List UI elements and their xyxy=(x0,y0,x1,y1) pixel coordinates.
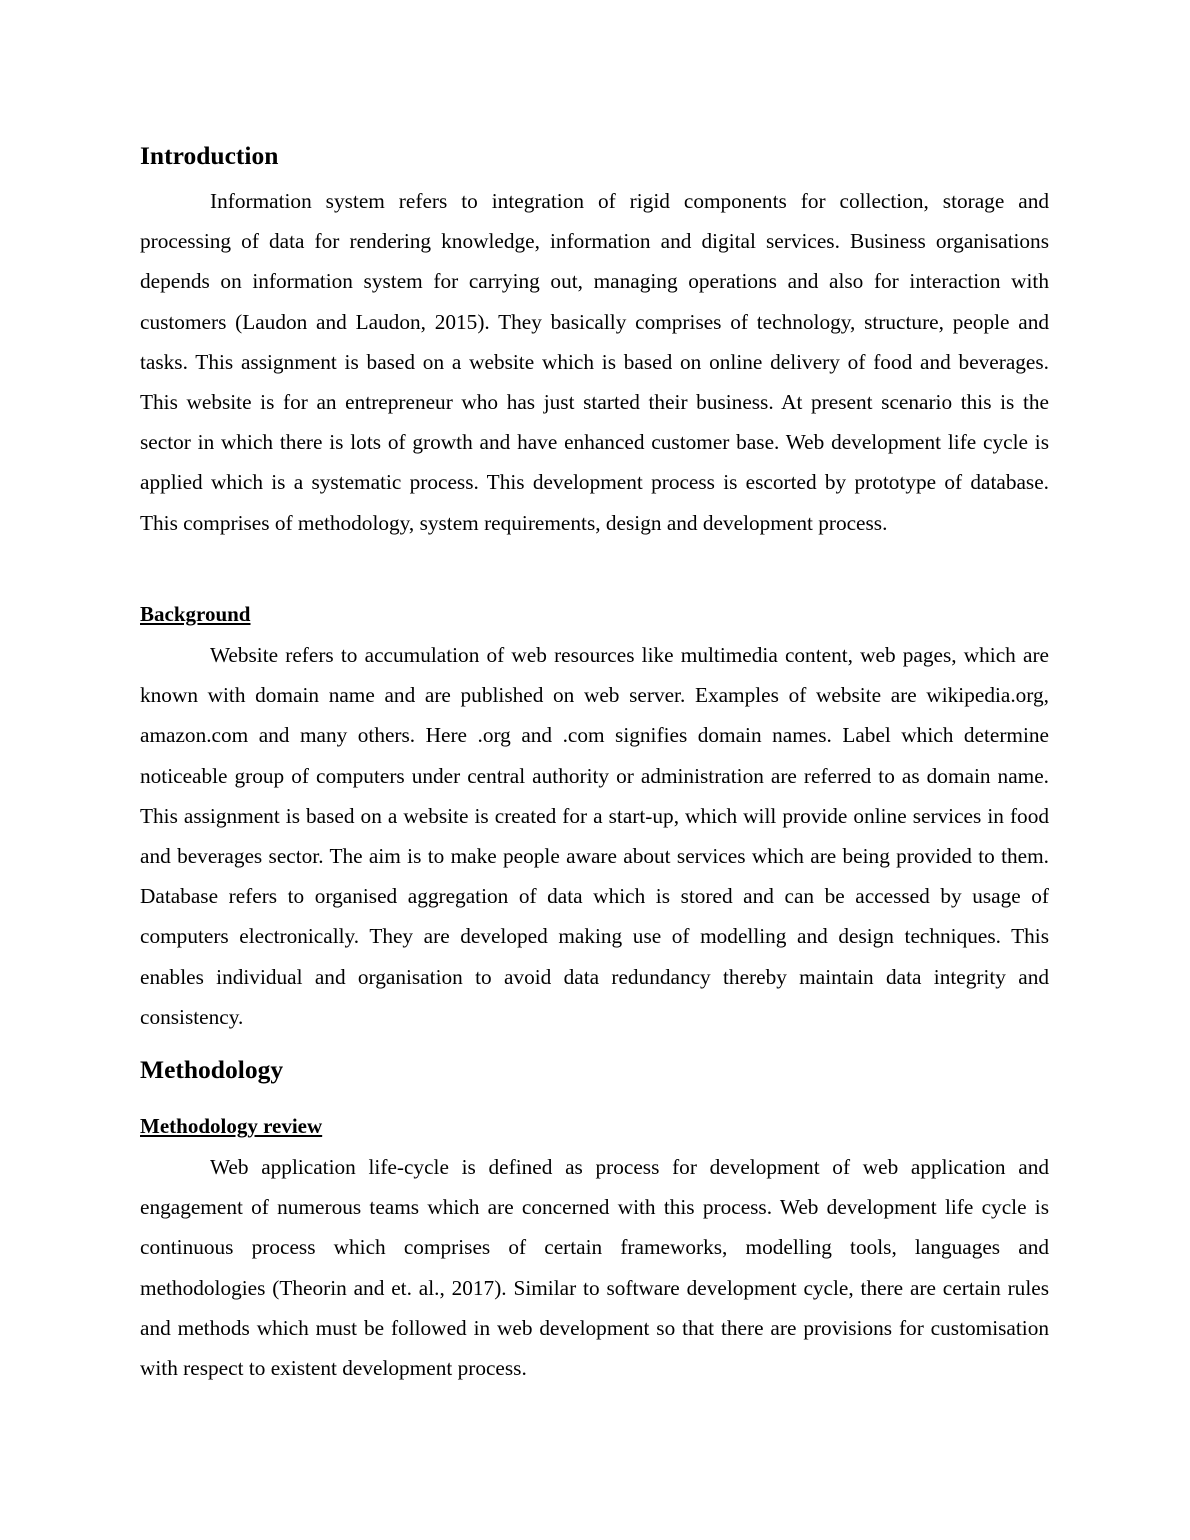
introduction-paragraph: Information system refers to integration of rigid components for collection, storage and processing of data for rendering knowledge, information and digital services. Business organisations depends on information system for carrying out, managing operations and also for interaction with customers (Laudon and Laudon, 2015). They basically comprises of technology, structure, people and tasks. This assignment is based on a website which is based on online delivery of food and beverages. This website is for an entrepreneur who has just started their business. At present scenario this is the sector in which there is lots of growth and have enhanced customer base. Web development life cycle is applied which is a systematic process. This development process is escorted by prototype of database. This comprises of methodology, system requirements, design and development process. xyxy=(140,189,1049,535)
background-heading: Background xyxy=(140,602,251,626)
background-paragraph: Website refers to accumulation of web resources like multimedia content, web pages, which are known with domain name and are published on web server. Examples of website are wikipedia.org, amazon.com and many others. Here .org and .com signifies domain names. Label which determine noticeable group of computers under central authority or administration are referred to as domain name. This assignment is based on a website is created for a start-up, which will provide online services in food and beverages sector. The aim is to make people aware about services which are being provided to them. Database refers to organised aggregation of data which is stored and can be accessed by usage of computers electronically. They are developed making use of modelling and design techniques. This enables individual and organisation to avoid data redundancy thereby maintain data integrity and consistency. xyxy=(140,643,1049,1029)
methodology-review-paragraph: Web application life-cycle is defined as process for development of web application and engagement of numerous teams which are concerned with this process. Web development life cycle is continuous process which comprises of certain frameworks, modelling tools, languages and methodologies (Theorin and et. al., 2017). Similar to software development cycle, there are certain rules and methods which must be followed in web development so that there are provisions for customisation with respect to existent development process. xyxy=(140,1155,1049,1381)
methodology-heading: Methodology xyxy=(140,1055,284,1084)
introduction-heading: Introduction xyxy=(140,141,279,170)
methodology-review-heading: Methodology review xyxy=(140,1114,323,1138)
